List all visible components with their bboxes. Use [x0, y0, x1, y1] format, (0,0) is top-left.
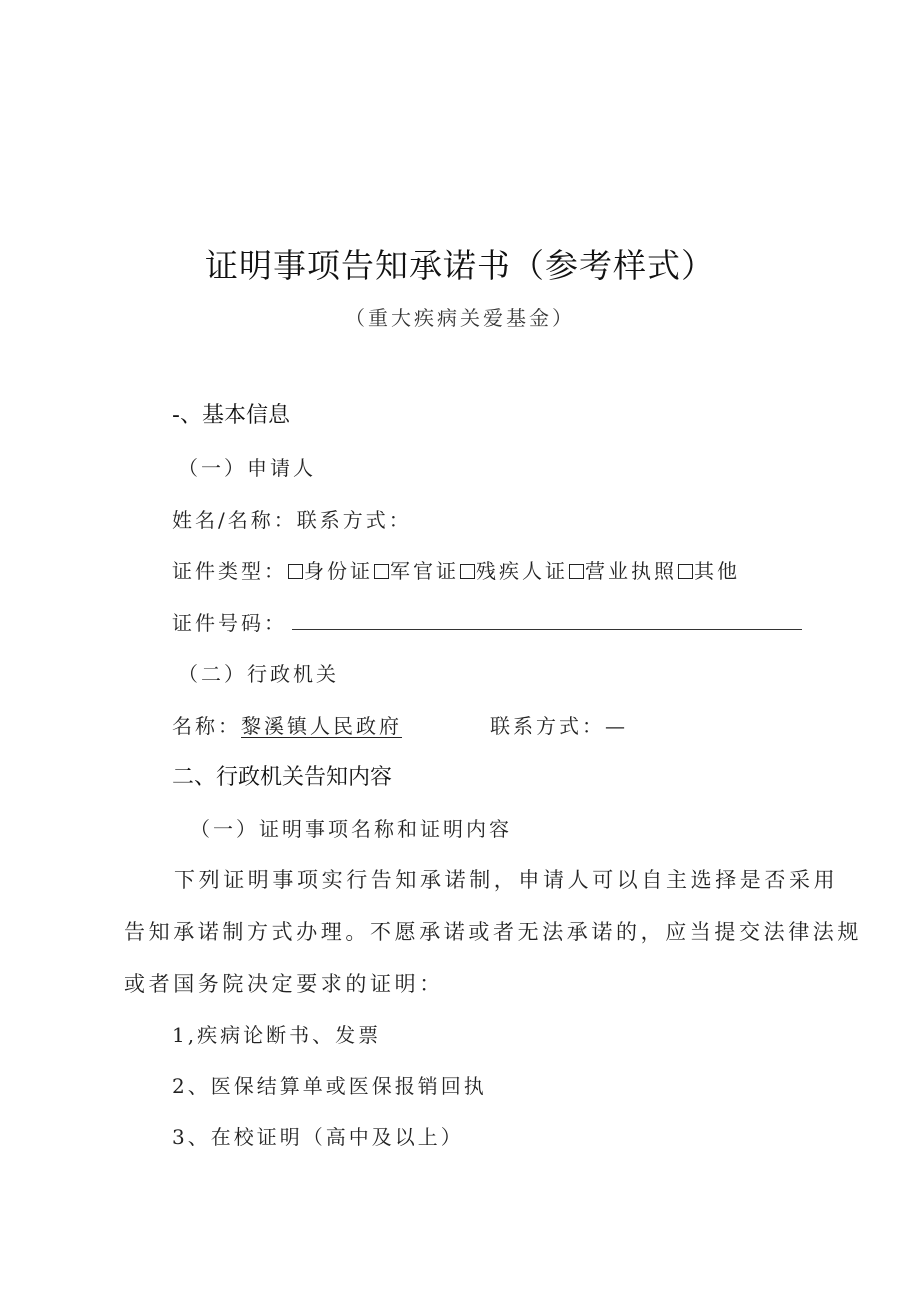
proof-item-1: 1,疾病论断书、发票 [172, 1023, 382, 1047]
agency-name-value: 黎溪镇人民政府 [241, 714, 402, 738]
id-type-option-other: 其他 [694, 559, 740, 583]
applicant-name-contact-line: 姓名/名称：联系方式： [172, 508, 412, 532]
id-type-checkbox-id-card[interactable] [288, 564, 303, 579]
id-type-label: 证件类型： [172, 559, 287, 583]
id-type-checkbox-disability[interactable] [460, 564, 475, 579]
section-basic-info-heading: -、基本信息 [172, 403, 290, 428]
notice-paragraph-line-3: 或者国务院决定要求的证明： [124, 972, 444, 996]
id-number-label: 证件号码： [172, 611, 287, 635]
id-type-line [172, 555, 740, 584]
agency-name-label: 名称： [172, 714, 241, 738]
id-type-checkbox-other[interactable] [678, 564, 693, 579]
id-type-option-id-card: 身份证 [304, 559, 373, 583]
proof-item-2: 2、医保结算单或医保报销回执 [172, 1074, 487, 1098]
id-type-option-military: 军官证 [390, 559, 459, 583]
id-type-checkbox-military[interactable] [374, 564, 389, 579]
agency-name-line [172, 710, 402, 739]
section-notice-heading: 二、行政机关告知内容 [172, 765, 393, 790]
document-title: 证明事项告知承诺书（参考样式） [205, 246, 715, 285]
id-number-field[interactable] [292, 629, 802, 630]
notice-subheading: （一）证明事项名称和证明内容 [190, 817, 512, 841]
document-subtitle: （重大疾病关爱基金） [345, 306, 575, 330]
agency-heading: （二）行政机关 [178, 662, 339, 686]
notice-paragraph-line-2: 告知承诺制方式办理。不愿承诺或者无法承诺的，应当提交法律法规 [124, 920, 862, 944]
id-type-option-business-license: 营业执照 [585, 559, 677, 583]
applicant-heading: （一）申请人 [178, 456, 316, 480]
proof-item-3: 3、在校证明（高中及以上） [172, 1125, 464, 1149]
id-type-checkbox-business-license[interactable] [569, 564, 584, 579]
notice-paragraph-line-1: 下列证明事项实行告知承诺制，申请人可以自主选择是否采用 [174, 868, 839, 892]
id-type-option-disability: 残疾人证 [476, 559, 568, 583]
agency-contact: 联系方式：— [490, 714, 628, 738]
